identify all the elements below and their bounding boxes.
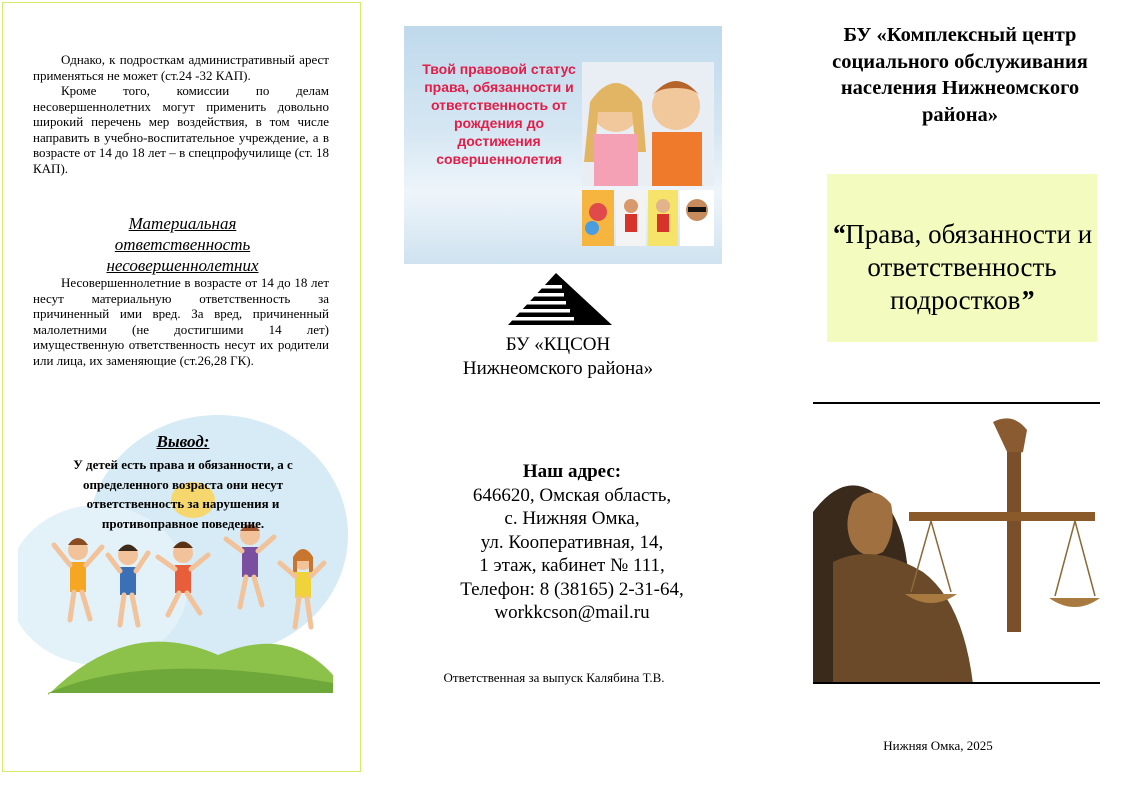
brochure-title [827, 218, 1097, 317]
address-block [420, 460, 724, 625]
org-short-line1: БУ «КЦСОН [505, 334, 611, 355]
close-quote: ” [1020, 285, 1034, 315]
phone-line: Телефон: 8 (38165) 2-31-64, [460, 578, 684, 600]
responsible-person: Ответственная за выпуск Калябина Т.В. [443, 670, 665, 685]
children-photo-collage [582, 62, 714, 248]
conclusion-title: Вывод: [156, 432, 210, 451]
email-line: workkcson@mail.ru [494, 602, 650, 623]
org-short-name [440, 333, 676, 381]
address-line: 1 этаж, кабинет № 111, [479, 555, 665, 576]
paragraph-material-liability: Несовершеннолетние в возрасте от 14 до 18 лет несут материальную ответственность за причиненный ими вред. За вред, причиненный малолетними (не достигшими 14 лет) имущественную ответственность несут их родители или лица, их заменяющие (ст.26,28 ГК). [33, 275, 329, 368]
paragraph-arrest: Однако, к подросткам административный арест применяться не может (ст.24 -32 КАП). [33, 52, 329, 83]
footer-place-year: Нижняя Омка, 2025 [883, 738, 993, 753]
address-line: 646620, Омская область, [472, 484, 672, 506]
org-short-line2: Нижнеомского района» [462, 358, 654, 379]
address-line: ул. Кооперативная, 14, [480, 531, 664, 553]
address-heading: Наш адрес: [522, 461, 622, 482]
poster-caption: Твой правовой статус права, обязанности и ответственность от рождения до достижения совершеннолетия [422, 61, 576, 167]
lady-justice-illustration [813, 412, 1100, 684]
title-text: Права, обязанности и ответственность подростков [845, 219, 1093, 315]
address-line: с. Нижняя Омка, [504, 508, 640, 529]
intro-text [33, 52, 329, 176]
divider-line [813, 402, 1100, 404]
legal-status-poster [404, 26, 722, 264]
kcson-logo-icon [508, 273, 612, 329]
paragraph-commission: Кроме того, комиссии по делам несовершеннолетних могут применить довольно широкий перечень мер воздействия, в том числе направить в учебно-воспитательное учреждение, а в возрасте от 14 до 18 лет – в спецпрофучилище (ст. 18 КАП). [33, 83, 329, 176]
open-quote: “ [831, 219, 846, 249]
org-full-name: БУ «Комплексный центр социального обслуживания населения Нижнеомского района» [832, 24, 1088, 126]
divider-line-bottom [813, 682, 1100, 684]
section-title-material-liability: Материальная ответственность несовершеннолетних [106, 214, 259, 275]
conclusion-text: У детей есть права и обязанности, а с определенного возраста они несут ответственность за нарушения и противоправное поведение. [73, 457, 293, 531]
